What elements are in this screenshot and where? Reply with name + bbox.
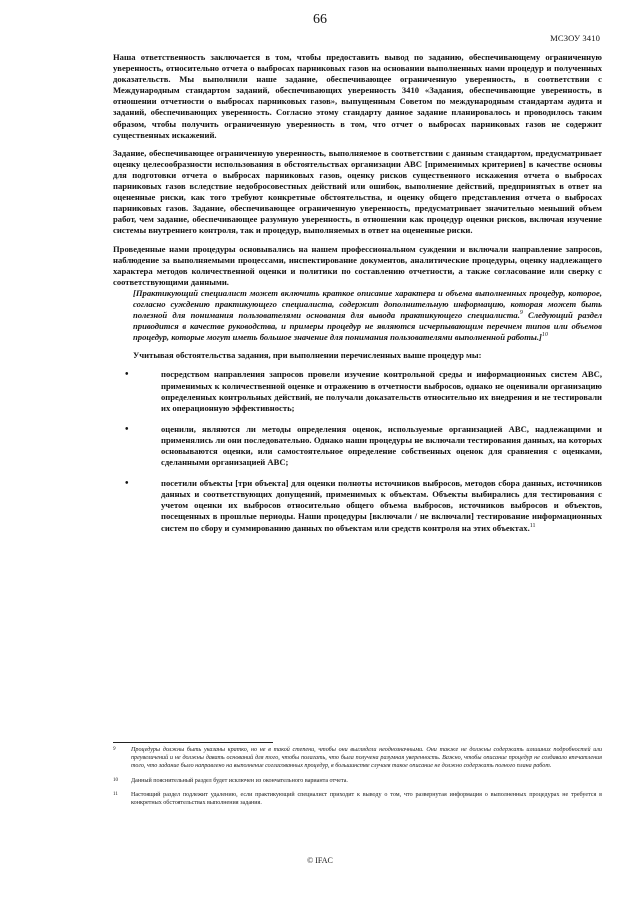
footnote-ref-9[interactable]: 9 xyxy=(519,310,523,317)
procedures-lead-in: Учитывая обстоятельства задания, при выполнении перечисленных выше процедур мы: xyxy=(133,350,482,361)
list-item xyxy=(113,478,602,533)
list-item xyxy=(113,369,602,413)
footnotes xyxy=(113,746,602,813)
page-number: 66 xyxy=(313,12,327,27)
bullet-icon: • xyxy=(125,478,129,490)
footnote-ref-10[interactable]: 10 xyxy=(541,332,548,339)
footnote-9 xyxy=(113,746,602,771)
body-text xyxy=(113,52,602,544)
footnote-number: 9 xyxy=(113,747,116,752)
paragraph-responsibility: Наша ответственность заключается в том, чтобы предоставить вывод по заданию, обеспечивающему ограниченную уверенность, относительно отчета о выбросах парниковых газов на основании выполненных нами процедур и полученных доказательств. Мы выполнили наше задание, обеспечивающее ограниченную уверенность, в соответствии с Международным стандартом заданий, обеспечивающих уверенность 3410 «Задания, обеспечивающие уверенность, в отношении отчетности о выбросах парниковых газов», выпущенным Советом по международным стандартам аудита и заданий, обеспечивающих уверенность. Согласно этому стандарту данное задание планировалось и проводилось таким образом, чтобы получить ограниченную уверенность в том, что отчет о выбросах парниковых газов не содержит существенных искажений. xyxy=(113,52,602,140)
procedures-list xyxy=(113,369,602,533)
bullet-icon: • xyxy=(125,423,129,435)
document-code: МСЗОУ 3410 xyxy=(550,33,600,43)
footnote-number: 10 xyxy=(113,777,118,783)
copyright-footer: © IFAC xyxy=(307,856,333,865)
footnote-text: Процедуры должны быть указаны кратко, но не в такой степени, чтобы они выглядели неоднозначными. Они также не должны содержать излишних подробностей или преувеличений и не должны давать оснований для того, чтобы полагать, что была получена разумная уверенность. Важно, чтобы описание процедур не создавало впечатления того, что задание было направлено на выполнение согласованных процедур, в большинстве случаев такое описание не должно содержать полного плана работ. xyxy=(131,747,602,770)
practitioner-note xyxy=(133,288,602,343)
footnote-11 xyxy=(113,791,602,807)
note-text-part2: Следующий раздел приводится в качестве руководства, и примеры процедур не являются исчерпывающим перечнем типов или объемов процедур, которые могут иметь большое значение для понимания пользователями выполненной работы.] xyxy=(133,310,603,343)
list-item-text: посредством направления запросов провели изучение контрольной среды и информационных систем АВС, применимых к количественной оценке и отражению в отчетности выбросов, однако не оценивали организацию определенных контрольных действий, не получали доказательств относительно их внедрения и не тестировали их операционную эффективность; xyxy=(161,369,602,413)
note-text-part1: [Практикующий специалист может включить краткое описание характера и объема выполненных процедур, которое, согласно суждению практикующего специалиста, содержит дополнительную информацию, которая может быть полезной для понимания пользователями основания для вывода практикующего специалиста. xyxy=(133,287,602,321)
bullet-icon: • xyxy=(125,369,129,381)
footnote-divider xyxy=(113,742,273,743)
footnote-ref-11[interactable]: 11 xyxy=(529,522,536,529)
paragraph-limited-assurance: Задание, обеспечивающее ограниченную уверенность, выполняемое в соответствии с данным стандартом, предусматривает оценку целесообразности использования в обстоятельствах организации АВС [применимых критериев] в качестве основы для подготовки отчета о выбросах парниковых газов, оценку рисков существенного искажения отчета о выбросах парниковых газов вследствие недобросовестных действий или ошибок, выполнение действий, предпринятых в ответ на оцененные риски, как того требуют конкретные обстоятельства, и оценку общего представления отчета о выбросах парниковых газов. Задание, обеспечивающее ограниченную уверенность, предусматривает значительно меньший объем работ, чем задание, обеспечивающее разумную уверенность, в отношении как процедур оценки рисков, включая изучение системы внутреннего контроля, так и процедур, выполняемых в ответ на оцененные риски. xyxy=(113,147,602,236)
footnote-text: Данный пояснительный раздел будет исключен из окончательного варианта отчета. xyxy=(131,777,348,784)
footnote-number: 11 xyxy=(113,791,118,797)
footnote-10 xyxy=(113,777,602,785)
list-item xyxy=(113,424,602,468)
list-item-text: оценили, являются ли методы определения оценок, используемые организацией АВС, надлежащими и применялись ли они последовательно. Однако наши процедуры не включали тестирования данных, на которых основываются оценки, или самостоятельное определение собственных оценок для сравнения с оценками, сделанными организацией АВС; xyxy=(161,423,602,468)
footnote-text: Настоящий раздел подлежит удалению, если практикующий специалист приходит к выводу о том, что развернутая информация о выполненных процедурах не требуется в конкретных обстоятельствах выполнения задания. xyxy=(131,791,602,807)
paragraph-procedures: Проведенные нами процедуры основывались на нашем профессиональном суждении и включали направление запросов, наблюдение за выполняемыми процессами, инспектирование документов, аналитические процедуры, оценку надлежащего характера методов количественной оценки и политики по составлению отчетности, а также согласование или сверку с соответствующими данными. xyxy=(113,243,602,287)
list-item-text: посетили объекты [три объекта] для оценки полноты источников выбросов, методов сбора данных, источников данных и соответствующих допущений, применимых к объектам. Объекты выбирались для тестирования с учетом оценки их выбросов относительно общего объема выбросов, источников выбросов и объектов, посещенных в прошлые периоды. Наши процедуры [включали / не включали] тестирование информационных систем по сбору и суммированию данных по объектам или средств контроля на этих объектах. xyxy=(161,478,602,533)
